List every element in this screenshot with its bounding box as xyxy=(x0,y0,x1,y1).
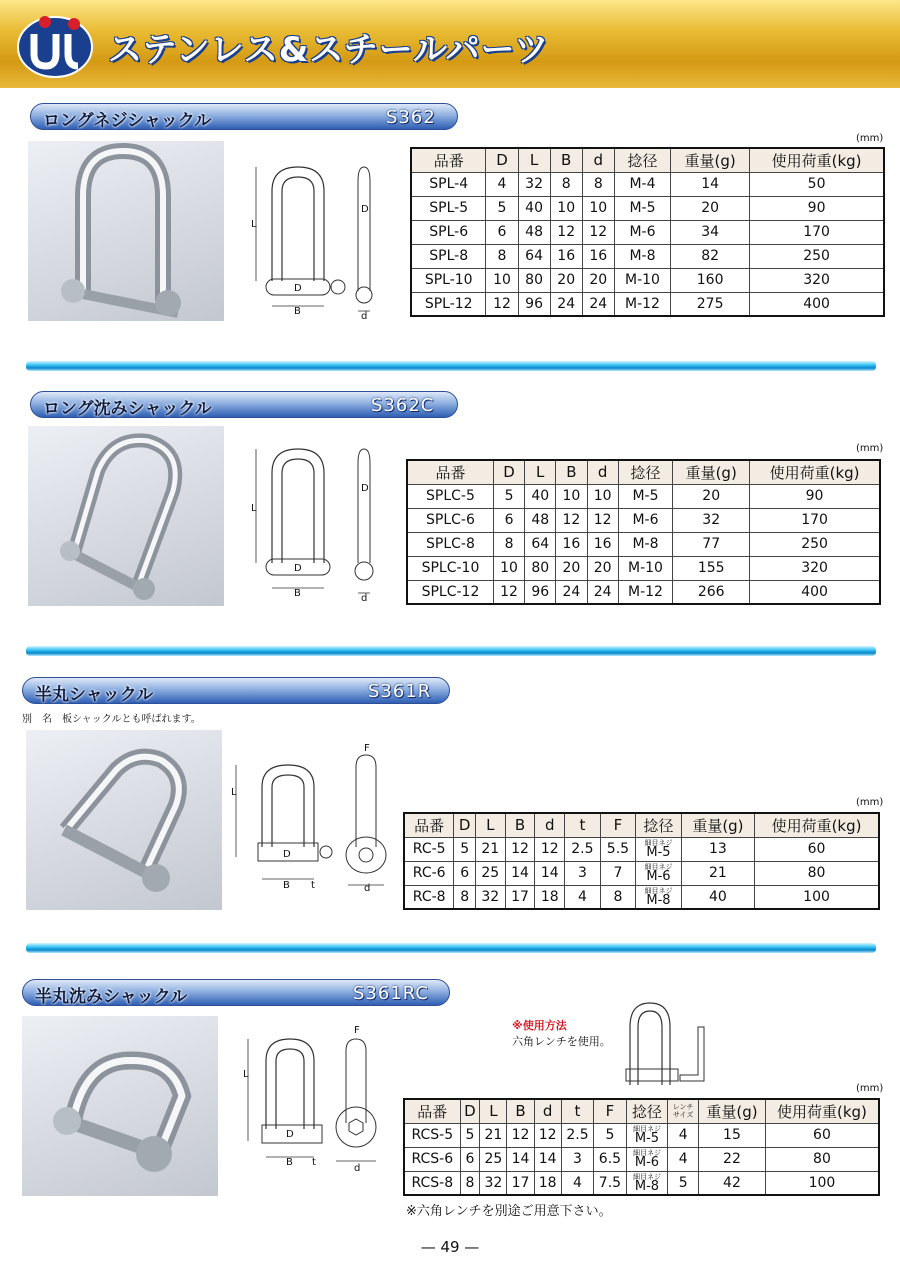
col-header: 品番 xyxy=(407,460,493,484)
table-cell: 160 xyxy=(671,268,750,292)
dim-label-B: B xyxy=(286,1157,293,1168)
table-cell: 8 xyxy=(600,885,636,909)
dim-label-D: D xyxy=(294,563,302,574)
product-code: S361RC xyxy=(353,983,429,1004)
table-cell: 20 xyxy=(587,556,618,580)
table-cell: 6 xyxy=(486,220,518,244)
table-cell: M-12 xyxy=(614,292,670,316)
table-cell: 10 xyxy=(582,196,614,220)
dim-label-B: B xyxy=(283,880,290,891)
table-cell xyxy=(626,1171,668,1195)
col-header: B xyxy=(556,460,587,484)
page-title: ステンレス&スチールパーツ xyxy=(108,30,550,70)
table-row xyxy=(411,196,884,220)
shackle-diagram-icon xyxy=(248,161,388,321)
table-cell: M-10 xyxy=(618,556,673,580)
thread-note: 細目ネジ xyxy=(632,1125,661,1133)
table-cell: 266 xyxy=(673,580,750,604)
table-cell: 320 xyxy=(750,556,880,580)
table-row xyxy=(407,556,880,580)
table-body xyxy=(411,172,884,316)
table-cell: SPLC-10 xyxy=(407,556,493,580)
table-cell: 400 xyxy=(750,292,884,316)
table-cell: 8 xyxy=(460,1171,480,1195)
section-banner xyxy=(22,677,450,704)
table-cell: RCS-6 xyxy=(404,1147,460,1171)
shackle-photo-icon xyxy=(28,141,224,321)
table-cell: 14 xyxy=(507,1147,534,1171)
table-cell: 12 xyxy=(550,220,582,244)
table-cell: 40 xyxy=(525,484,556,508)
table-cell: 2.5 xyxy=(561,1123,593,1147)
shackle-photo-icon xyxy=(26,730,222,910)
col-header: 使用荷重(kg) xyxy=(750,148,884,172)
table-cell: M-8 xyxy=(614,244,670,268)
section-banner xyxy=(30,391,458,418)
table-cell: 155 xyxy=(673,556,750,580)
dim-label-d: d xyxy=(361,593,368,604)
table-cell: M-6 xyxy=(614,220,670,244)
dimension-drawing xyxy=(248,161,388,325)
section-banner xyxy=(22,979,450,1006)
col-header: 品番 xyxy=(404,813,454,837)
table-cell: 12 xyxy=(534,1123,561,1147)
dim-label-D: D xyxy=(294,283,302,294)
table-cell: 15 xyxy=(699,1123,766,1147)
table-header-row xyxy=(407,460,880,484)
table-row xyxy=(407,508,880,532)
table-cell: 12 xyxy=(556,508,587,532)
table-cell: 25 xyxy=(475,861,505,885)
table-cell: 100 xyxy=(765,1171,879,1195)
thread-note: 細目ネジ xyxy=(644,839,673,847)
table-row xyxy=(411,244,884,268)
table-cell: 275 xyxy=(671,292,750,316)
table-row xyxy=(404,1147,879,1171)
dim-label-t: t xyxy=(312,1157,316,1168)
table-cell: 14 xyxy=(505,861,535,885)
table-cell: SPLC-12 xyxy=(407,580,493,604)
table-cell: 90 xyxy=(750,196,884,220)
table-cell: 8 xyxy=(582,172,614,196)
table-cell: SPL-6 xyxy=(411,220,486,244)
table-cell: 5 xyxy=(486,196,518,220)
table-row xyxy=(407,484,880,508)
thread-size: M-8 xyxy=(646,892,671,908)
product-photo xyxy=(26,730,222,910)
table-cell: 400 xyxy=(750,580,880,604)
col-header: 重量(g) xyxy=(671,148,750,172)
table-cell: 8 xyxy=(493,532,524,556)
table-cell xyxy=(626,1147,668,1171)
col-header: 品番 xyxy=(404,1099,460,1123)
col-header: B xyxy=(550,148,582,172)
table-cell: 17 xyxy=(505,885,535,909)
section-divider xyxy=(26,646,876,656)
dim-label-F: F xyxy=(364,743,370,754)
unit-label: (mm) xyxy=(856,443,884,454)
usage-title: ※使用方法 xyxy=(512,1019,567,1032)
col-header: d xyxy=(587,460,618,484)
col-header: D xyxy=(486,148,518,172)
table-cell: 8 xyxy=(454,885,476,909)
thread-size: M-6 xyxy=(634,1155,660,1170)
col-header: 重量(g) xyxy=(681,813,754,837)
dimension-drawing xyxy=(240,1025,390,1175)
table-cell: 4 xyxy=(486,172,518,196)
table-row xyxy=(411,172,884,196)
section-banner xyxy=(30,103,458,130)
spec-table xyxy=(403,1098,880,1196)
dim-label-L: L xyxy=(251,503,257,514)
table-cell: SPL-12 xyxy=(411,292,486,316)
table-cell: 250 xyxy=(750,532,880,556)
product-photo xyxy=(28,141,224,321)
table-cell: 18 xyxy=(534,1171,561,1195)
col-header: L xyxy=(480,1099,507,1123)
product-name: 半丸沈みシャックル xyxy=(35,987,188,1007)
dim-label-d: d xyxy=(364,883,371,894)
table-cell: 80 xyxy=(755,861,879,885)
col-header-line: レンチ xyxy=(672,1103,694,1112)
table-cell: 25 xyxy=(480,1147,507,1171)
table-cell: 12 xyxy=(493,580,524,604)
col-header: t xyxy=(565,813,601,837)
dim-label-d: d xyxy=(354,1163,361,1174)
table-cell: 13 xyxy=(681,837,754,861)
table-cell: 20 xyxy=(550,268,582,292)
table-cell: 60 xyxy=(765,1123,879,1147)
table-cell: 10 xyxy=(587,484,618,508)
table-cell: 12 xyxy=(507,1123,534,1147)
col-header: d xyxy=(534,1099,561,1123)
table-cell: 6 xyxy=(454,861,476,885)
table-cell: 14 xyxy=(671,172,750,196)
table-cell: 18 xyxy=(535,885,565,909)
table-cell: 7.5 xyxy=(594,1171,626,1195)
table-cell: 320 xyxy=(750,268,884,292)
dimension-drawing xyxy=(248,443,388,607)
table-cell: 5 xyxy=(668,1171,699,1195)
table-cell: 32 xyxy=(673,508,750,532)
dim-label-D: D xyxy=(286,1129,294,1140)
table-cell: M-6 xyxy=(618,508,673,532)
table-header-row xyxy=(404,813,879,837)
shackle-photo-icon xyxy=(28,426,224,606)
table-cell: 32 xyxy=(480,1171,507,1195)
table-cell: M-5 xyxy=(618,484,673,508)
col-header-line: サイズ xyxy=(672,1111,694,1120)
col-header: D xyxy=(460,1099,480,1123)
table-cell: 6.5 xyxy=(594,1147,626,1171)
table-row xyxy=(404,885,879,909)
table-body xyxy=(404,1123,879,1195)
table-cell: SPL-5 xyxy=(411,196,486,220)
thread-size: M-6 xyxy=(646,869,671,884)
thread-note: 細目ネジ xyxy=(632,1172,661,1181)
table-cell: 12 xyxy=(505,837,535,861)
footnote: ※六角レンチを別途ご用意下さい。 xyxy=(406,1204,612,1219)
table-cell: 34 xyxy=(671,220,750,244)
table-cell: 3 xyxy=(565,861,601,885)
table-cell: 90 xyxy=(750,484,880,508)
table-cell: 6 xyxy=(493,508,524,532)
table-cell: 32 xyxy=(475,885,505,909)
table-cell: M-10 xyxy=(614,268,670,292)
table-cell: RC-5 xyxy=(404,837,454,861)
table-cell: 64 xyxy=(518,244,550,268)
table-cell: M-12 xyxy=(618,580,673,604)
hex-wrench-usage-icon xyxy=(620,997,710,1089)
spec-table xyxy=(410,147,885,317)
dim-label-D2: D xyxy=(361,483,369,494)
col-header: D xyxy=(493,460,524,484)
product-name: ロングネジシャックル xyxy=(43,111,212,131)
col-header: F xyxy=(594,1099,626,1123)
table-cell: RC-6 xyxy=(404,861,454,885)
table-cell: 40 xyxy=(518,196,550,220)
dim-label-t: t xyxy=(311,880,315,891)
table-cell xyxy=(636,837,682,861)
table-cell: SPLC-5 xyxy=(407,484,493,508)
company-logo-icon xyxy=(16,12,94,78)
dim-label-F: F xyxy=(354,1025,360,1036)
table-cell: 16 xyxy=(582,244,614,268)
table-cell: 5.5 xyxy=(600,837,636,861)
table-cell: M-5 xyxy=(614,196,670,220)
table-cell: 96 xyxy=(525,580,556,604)
table-cell: 5 xyxy=(460,1123,480,1147)
table-cell: 50 xyxy=(750,172,884,196)
table-cell: 80 xyxy=(518,268,550,292)
table-cell: 20 xyxy=(582,268,614,292)
table-cell: 170 xyxy=(750,220,884,244)
table-cell: 32 xyxy=(518,172,550,196)
table-cell: RCS-8 xyxy=(404,1171,460,1195)
col-header: 使用荷重(kg) xyxy=(750,460,880,484)
product-code: S362 xyxy=(386,107,436,128)
table-cell: M-8 xyxy=(618,532,673,556)
table-cell: 17 xyxy=(507,1171,534,1195)
table-body xyxy=(407,484,880,604)
table-cell: 24 xyxy=(550,292,582,316)
table-cell: 80 xyxy=(525,556,556,580)
page-number: — 49 — xyxy=(420,1238,480,1256)
col-header: L xyxy=(475,813,505,837)
table-cell: 16 xyxy=(550,244,582,268)
table-cell xyxy=(636,861,682,885)
product-name: ロング沈みシャックル xyxy=(43,399,212,419)
unit-label: (mm) xyxy=(856,797,884,808)
table-cell: 4 xyxy=(668,1123,699,1147)
col-header: 捻径 xyxy=(626,1099,668,1123)
col-header: D xyxy=(454,813,476,837)
table-header-row xyxy=(404,1099,879,1123)
table-cell: 60 xyxy=(755,837,879,861)
col-header: L xyxy=(518,148,550,172)
thread-size: M-5 xyxy=(634,1131,660,1146)
table-cell: 77 xyxy=(673,532,750,556)
table-cell: 96 xyxy=(518,292,550,316)
table-cell: 6 xyxy=(460,1147,480,1171)
table-cell: 100 xyxy=(755,885,879,909)
table-row xyxy=(411,268,884,292)
spec-table xyxy=(403,812,880,910)
table-row xyxy=(404,837,879,861)
section-divider xyxy=(26,361,876,371)
product-code: S362C xyxy=(371,395,435,416)
table-cell: 4 xyxy=(668,1147,699,1171)
section-divider xyxy=(26,943,876,953)
col-header: 重量(g) xyxy=(673,460,750,484)
table-cell: 16 xyxy=(587,532,618,556)
table-cell: 48 xyxy=(525,508,556,532)
table-cell: 12 xyxy=(582,220,614,244)
table-row xyxy=(404,861,879,885)
table-cell: 20 xyxy=(671,196,750,220)
col-header: 捻径 xyxy=(636,813,682,837)
thread-note: 細目ネジ xyxy=(632,1149,661,1157)
col-header: t xyxy=(561,1099,593,1123)
table-cell: SPL-8 xyxy=(411,244,486,268)
col-header: F xyxy=(600,813,636,837)
table-cell: 10 xyxy=(486,268,518,292)
col-header: 捻径 xyxy=(618,460,673,484)
thread-note: 細目ネジ xyxy=(644,886,673,895)
dim-label-d: d xyxy=(361,311,368,322)
table-cell: 5 xyxy=(493,484,524,508)
table-cell: 3 xyxy=(561,1147,593,1171)
table-cell: 8 xyxy=(550,172,582,196)
table-cell: SPLC-6 xyxy=(407,508,493,532)
table-cell xyxy=(626,1123,668,1147)
table-cell: 24 xyxy=(556,580,587,604)
table-row xyxy=(407,532,880,556)
shackle-diagram-icon xyxy=(240,1031,390,1171)
table-cell: 21 xyxy=(681,861,754,885)
table-cell: 8 xyxy=(486,244,518,268)
page-header xyxy=(0,0,900,88)
col-header: B xyxy=(505,813,535,837)
table-cell: 40 xyxy=(681,885,754,909)
table-cell: 64 xyxy=(525,532,556,556)
table-cell: 82 xyxy=(671,244,750,268)
table-cell: SPLC-8 xyxy=(407,532,493,556)
table-cell: 170 xyxy=(750,508,880,532)
col-header xyxy=(668,1099,699,1123)
table-cell: 20 xyxy=(556,556,587,580)
table-cell: 10 xyxy=(550,196,582,220)
dim-label-D2: D xyxy=(361,204,369,215)
product-name: 半丸シャックル xyxy=(35,685,154,705)
table-cell: 5 xyxy=(454,837,476,861)
shackle-diagram-icon xyxy=(248,443,388,603)
col-header: 使用荷重(kg) xyxy=(755,813,879,837)
table-cell: 250 xyxy=(750,244,884,268)
table-cell: RC-8 xyxy=(404,885,454,909)
spec-table xyxy=(406,459,881,605)
dim-label-B: B xyxy=(294,306,301,317)
table-cell: 24 xyxy=(582,292,614,316)
table-row xyxy=(407,580,880,604)
table-cell: 4 xyxy=(565,885,601,909)
table-cell: 42 xyxy=(699,1171,766,1195)
table-cell: 12 xyxy=(535,837,565,861)
table-cell: 12 xyxy=(486,292,518,316)
table-row xyxy=(411,292,884,316)
table-cell: 21 xyxy=(475,837,505,861)
table-cell: SPL-10 xyxy=(411,268,486,292)
table-cell: 5 xyxy=(594,1123,626,1147)
product-photo xyxy=(22,1016,218,1196)
table-cell: 24 xyxy=(587,580,618,604)
dim-label-L: L xyxy=(251,219,257,230)
table-cell: 14 xyxy=(534,1147,561,1171)
table-cell: 14 xyxy=(535,861,565,885)
col-header: L xyxy=(525,460,556,484)
product-code: S361R xyxy=(368,681,432,702)
table-cell: SPL-4 xyxy=(411,172,486,196)
unit-label: (mm) xyxy=(856,1083,884,1094)
table-cell: 48 xyxy=(518,220,550,244)
table-cell: 20 xyxy=(673,484,750,508)
dim-label-L: L xyxy=(231,787,237,798)
table-cell: 16 xyxy=(556,532,587,556)
dim-label-B: B xyxy=(294,588,301,599)
product-photo xyxy=(28,426,224,606)
col-header: 品番 xyxy=(411,148,486,172)
table-header-row xyxy=(411,148,884,172)
table-cell: 80 xyxy=(765,1147,879,1171)
col-header: d xyxy=(582,148,614,172)
col-header: d xyxy=(535,813,565,837)
dimension-drawing xyxy=(228,743,398,901)
table-cell: 21 xyxy=(480,1123,507,1147)
table-cell: 2.5 xyxy=(565,837,601,861)
alias-note: 別 名 板シャックルとも呼ばれます。 xyxy=(22,714,201,725)
usage-text: 六角レンチを使用。 xyxy=(512,1035,611,1048)
col-header: B xyxy=(507,1099,534,1123)
table-cell: 10 xyxy=(493,556,524,580)
col-header: 捻径 xyxy=(614,148,670,172)
dim-label-L: L xyxy=(243,1069,249,1080)
table-cell: 4 xyxy=(561,1171,593,1195)
thread-note: 細目ネジ xyxy=(644,863,673,871)
thread-size: M-5 xyxy=(646,845,671,860)
table-cell: 12 xyxy=(587,508,618,532)
unit-label: (mm) xyxy=(856,133,884,144)
table-cell: M-4 xyxy=(614,172,670,196)
table-cell: 10 xyxy=(556,484,587,508)
table-row xyxy=(404,1123,879,1147)
thread-size: M-8 xyxy=(634,1178,660,1194)
table-body xyxy=(404,837,879,909)
table-cell: RCS-5 xyxy=(404,1123,460,1147)
shackle-diagram-icon xyxy=(228,747,398,897)
col-header: 重量(g) xyxy=(699,1099,766,1123)
table-cell xyxy=(636,885,682,909)
dim-label-D: D xyxy=(283,849,291,860)
shackle-photo-icon xyxy=(22,1016,218,1196)
table-cell: 7 xyxy=(600,861,636,885)
table-row xyxy=(411,220,884,244)
table-cell: 22 xyxy=(699,1147,766,1171)
table-row xyxy=(404,1171,879,1195)
col-header: 使用荷重(kg) xyxy=(765,1099,879,1123)
